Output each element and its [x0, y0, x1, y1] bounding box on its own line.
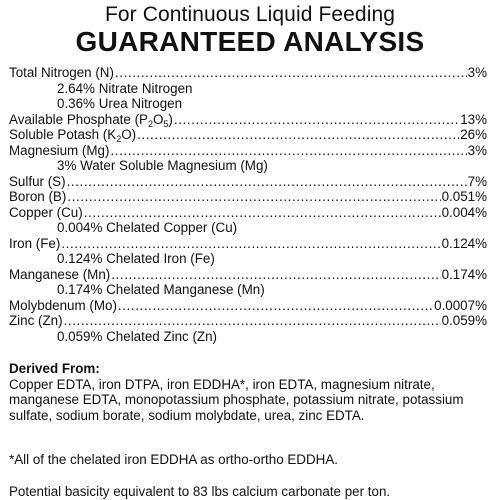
dot-leader	[137, 127, 459, 143]
analysis-row-potash	[9, 127, 487, 143]
dot-leader	[64, 313, 441, 329]
nutrient-label: Copper (Cu)	[9, 204, 83, 220]
dot-leader	[111, 267, 440, 283]
nutrient-label: Molybdenum (Mo)	[9, 297, 117, 313]
basicity-statement: Potential basicity equivalent to 83 lbs calcium carbonate per ton.	[9, 484, 391, 499]
derived-from-section	[9, 361, 487, 423]
nutrient-value: 0.059%	[441, 313, 487, 328]
dot-leader	[84, 205, 441, 221]
nutrient-label: Sulfur (S)	[9, 173, 66, 189]
dot-leader	[174, 112, 459, 128]
analysis-subrow-urea-nitrogen: 0.36% Urea Nitrogen	[57, 96, 183, 111]
analysis-row-zinc	[9, 313, 487, 329]
analysis-row-total-nitrogen	[9, 65, 487, 81]
analysis-row-phosphate	[9, 112, 487, 128]
dot-leader	[110, 143, 466, 159]
dot-leader	[67, 189, 440, 205]
analysis-row-iron	[9, 236, 487, 252]
analysis-subrow-water-soluble-magnesium: 3% Water Soluble Magnesium (Mg)	[57, 158, 268, 173]
nutrient-value: 3%	[467, 65, 487, 80]
dot-leader	[61, 236, 440, 252]
guaranteed-analysis-list	[9, 65, 487, 344]
analysis-subrow-chelated-copper: 0.004% Chelated Copper (Cu)	[57, 220, 238, 235]
nutrient-label: Boron (B)	[9, 189, 67, 204]
nutrient-value: 0.051%	[441, 189, 487, 204]
analysis-subrow-chelated-zinc: 0.059% Chelated Zinc (Zn)	[57, 328, 218, 344]
nutrient-label: Soluble Potash $(K_2O)$	[9, 127, 137, 144]
label-subtitle: For Continuous Liquid Feeding	[104, 3, 396, 26]
nutrient-value: 0.0007%	[434, 297, 487, 313]
nutrient-value: 0.174%	[441, 266, 487, 282]
analysis-row-molybdenum	[9, 298, 487, 314]
nutrient-value: 3%	[467, 142, 487, 158]
derived-from-heading: Derived From:	[9, 361, 100, 376]
analysis-subrow-chelated-iron: 0.124% Chelated Iron (Fe)	[57, 251, 215, 266]
analysis-subrow-nitrate-nitrogen: 2.64% Nitrate Nitrogen	[57, 80, 193, 96]
analysis-subrow-chelated-manganese: 0.174% Chelated Manganese (Mn)	[57, 282, 265, 297]
nutrient-label: Total Nitrogen (N)	[9, 65, 114, 80]
nutrient-value: 0.124%	[441, 235, 487, 251]
analysis-row-manganese	[9, 267, 487, 283]
nutrient-label: Zinc (Zn)	[9, 313, 63, 328]
dot-leader	[118, 298, 433, 314]
analysis-row-boron	[9, 189, 487, 205]
dot-leader	[115, 65, 467, 81]
derived-from-text: Copper EDTA, iron DTPA, iron EDDHA*, iron EDTA, magnesium nitrate, manganese EDTA, monopotassium phosphate, potassium nitrate, potassium sulfate, sodium borate, sodium molybdate, urea, zinc EDTA.	[9, 376, 464, 423]
nutrient-label: Iron (Fe)	[9, 235, 61, 251]
nutrient-value: 0.004%	[441, 204, 487, 220]
nutrient-value: 7%	[467, 173, 487, 189]
analysis-row-copper	[9, 205, 487, 221]
nutrient-label: Manganese (Mn)	[9, 266, 111, 282]
nutrient-label: Available Phosphate $(P_2O_5)$	[9, 111, 173, 129]
analysis-row-sulfur	[9, 174, 487, 190]
label-title: GUARANTEED ANALYSIS	[75, 26, 425, 57]
nutrient-value: 26%	[460, 127, 487, 142]
nutrient-label: Magnesium (Mg)	[9, 142, 110, 158]
eddha-footnote: *All of the chelated iron EDDHA as ortho-ortho EDDHA.	[9, 452, 338, 467]
dot-leader	[67, 174, 467, 190]
analysis-row-magnesium	[9, 143, 487, 159]
nutrient-value: 13%	[460, 111, 487, 127]
